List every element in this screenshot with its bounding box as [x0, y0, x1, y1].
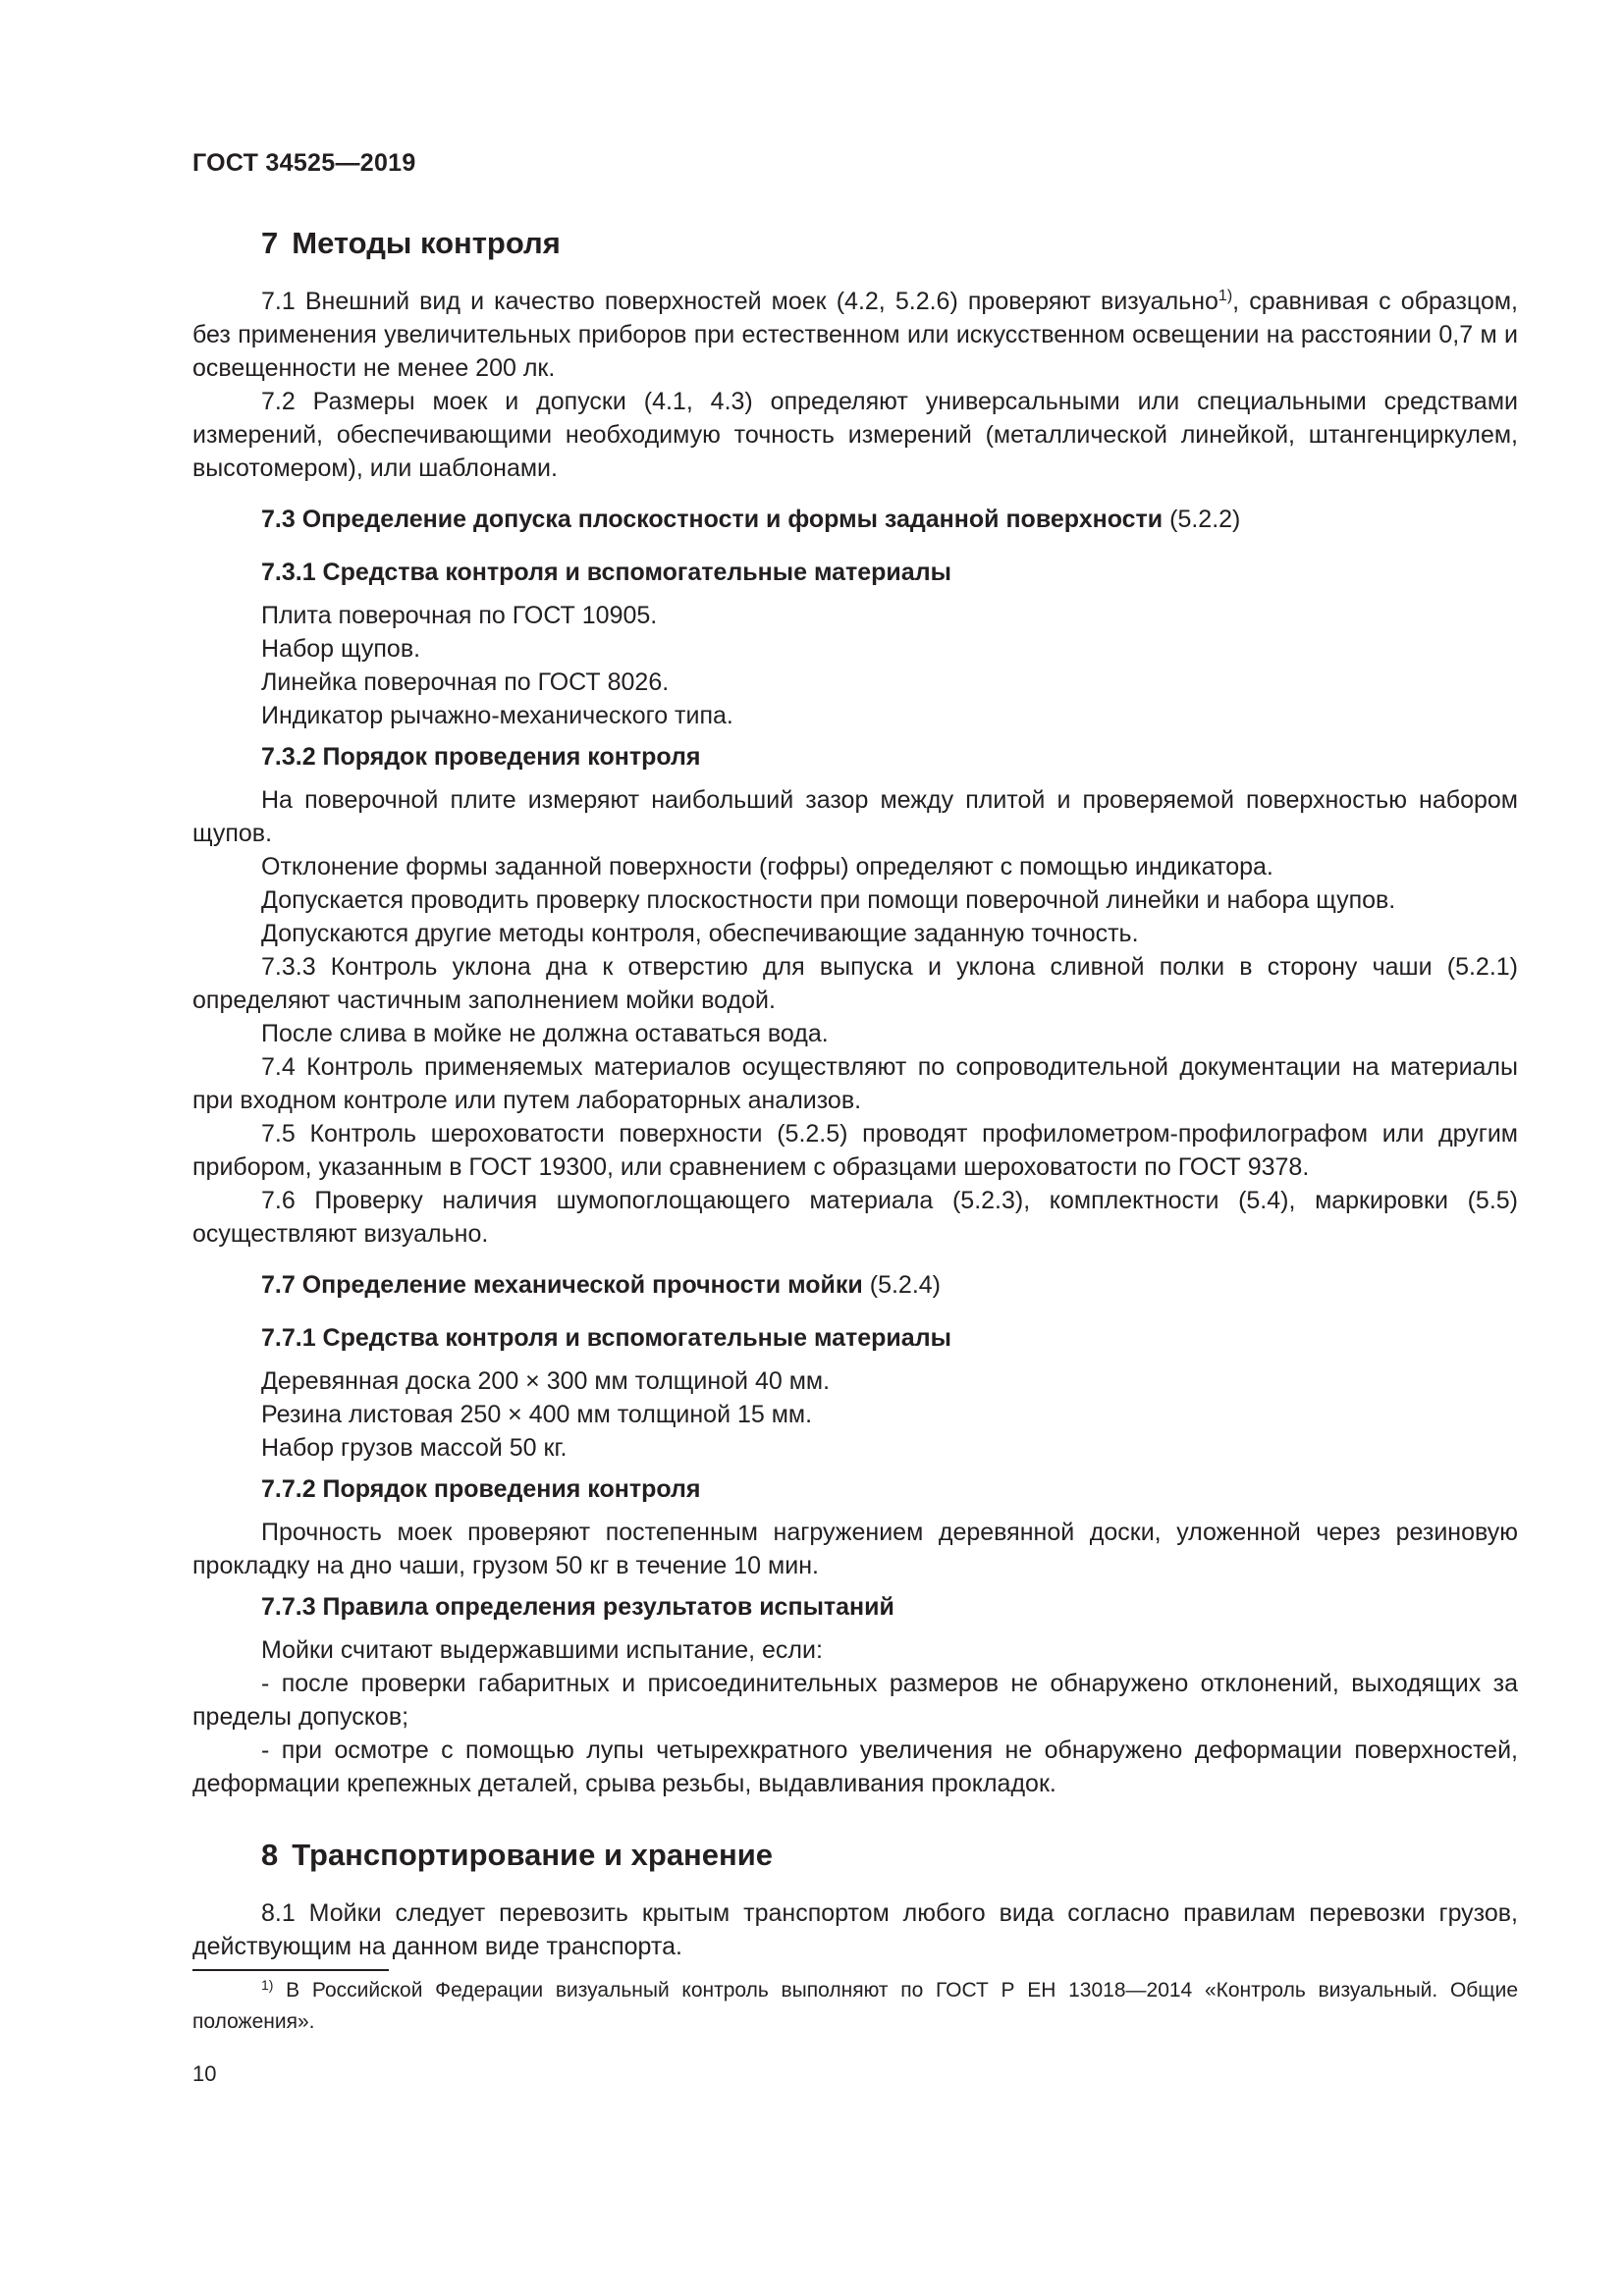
- heading-7-7-text: 7.7 Определение механической прочности мойки: [261, 1271, 863, 1299]
- paragraph-7-2: 7.2 Размеры моек и допуски (4.1, 4.3) определяют универсальными или специальными средствами измерений, обеспечивающими необходимую точность измерений (металлической линейкой, штангенциркулем, высотомером), или шаблонами.: [192, 388, 1518, 482]
- page-number: 10: [192, 2061, 217, 2086]
- section-8-title-text: Транспортирование и хранение: [292, 1838, 774, 1872]
- heading-7-7-3: [192, 1590, 1518, 1624]
- document-header: ГОСТ 34525—2019: [192, 149, 416, 177]
- heading-7-7: [192, 1268, 1518, 1302]
- paragraph-7-3-3: 7.3.3 Контроль уклона дна к отверстию для выпуска и уклона сливной полки в сторону чаши (5.2.1) определяют частичным заполнением мойки водой.: [192, 953, 1518, 1014]
- paragraph-8-1: 8.1 Мойки следует перевозить крытым транспортом любого вида согласно правилам перевозки грузов, действующим на данном виде транспорта.: [192, 1899, 1518, 1960]
- paragraph-7-1-text-cont: , сравнивая с образцом, без применения увеличительных приборов при естественном или искусственном освещении на расстоянии 0,7 м и освещенности не менее 200 лк.: [192, 288, 1518, 382]
- heading-7-3-2-text: 7.3.2 Порядок проведения контроля: [261, 743, 701, 771]
- heading-7-7-2: [192, 1472, 1518, 1506]
- paragraph-7-3-2-c: Допускается проводить проверку плоскостности при помощи поверочной линейки и набора щупов.: [261, 886, 1396, 914]
- paragraph-7-5: 7.5 Контроль шероховатости поверхности (5.2.5) проводят профилометром-профилографом или другим прибором, указанным в ГОСТ 19300, или сравнением с образцами шероховатости по ГОСТ 9378.: [192, 1120, 1518, 1181]
- section-7-number: 7: [261, 226, 279, 260]
- footnote-ref[interactable]: 1): [1218, 288, 1233, 304]
- heading-7-7-1: [192, 1321, 1518, 1355]
- heading-7-3-2: [192, 740, 1518, 774]
- heading-7-3-1: [192, 556, 1518, 589]
- paragraph-7-7-3-c: - при осмотре с помощью лупы четырехкратного увеличения не обнаружено деформации поверхностей, деформации крепежных деталей, срыва резьбы, выдавливания прокладок.: [192, 1736, 1518, 1797]
- footnote: [192, 1975, 1518, 2038]
- list-item: Линейка поверочная по ГОСТ 8026.: [261, 668, 670, 696]
- footnote-text: В Российской Федерации визуальный контроль выполняют по ГОСТ Р ЕН 13018—2014 «Контроль визуальный. Общие положения».: [192, 1979, 1518, 2033]
- heading-7-3-ref: (5.2.2): [1163, 506, 1241, 533]
- section-8-title: [261, 1836, 1518, 1875]
- list-item: Индикатор рычажно-механического типа.: [261, 702, 733, 729]
- paragraph-7-3-2-a: На поверочной плите измеряют наибольший зазор между плитой и проверяемой поверхностью набором щупов.: [192, 786, 1518, 847]
- section-7-title: [261, 224, 1518, 263]
- list-item: Набор грузов массой 50 кг.: [261, 1434, 568, 1462]
- paragraph-7-1-text: 7.1 Внешний вид и качество поверхностей моек (4.2, 5.2.6) проверяют визуально: [261, 288, 1218, 315]
- list-item: Плита поверочная по ГОСТ 10905.: [261, 602, 658, 629]
- heading-7-3-1-text: 7.3.1 Средства контроля и вспомогательные материалы: [261, 559, 951, 586]
- paragraph-7-6: 7.6 Проверку наличия шумопоглощающего материала (5.2.3), комплектности (5.4), маркировки (5.5) осуществляют визуально.: [192, 1187, 1518, 1248]
- paragraph-7-7-3-a: Мойки считают выдержавшими испытание, если:: [261, 1636, 823, 1664]
- paragraph-7-7-2: Прочность моек проверяют постепенным нагружением деревянной доски, уложенной через резиновую прокладку на дно чаши, грузом 50 кг в течение 10 мин.: [192, 1519, 1518, 1579]
- heading-7-7-ref: (5.2.4): [862, 1271, 941, 1299]
- list-item: Деревянная доска 200 × 300 мм толщиной 40 мм.: [261, 1367, 831, 1395]
- paragraph-7-4: 7.4 Контроль применяемых материалов осуществляют по сопроводительной документации на материалы при входном контроле или путем лабораторных анализов.: [192, 1053, 1518, 1114]
- paragraph-7-3-2-d: Допускаются другие методы контроля, обеспечивающие заданную точность.: [261, 920, 1139, 947]
- footnote-divider: [192, 1969, 389, 1971]
- paragraph-7-1: [192, 285, 1518, 385]
- list-item: Резина листовая 250 × 400 мм толщиной 15 мм.: [261, 1401, 813, 1428]
- list-item: Набор щупов.: [261, 635, 421, 663]
- section-7-title-text: Методы контроля: [292, 226, 561, 260]
- paragraph-7-7-3-b: - после проверки габаритных и присоединительных размеров не обнаружено отклонений, выходящих за пределы допусков;: [192, 1670, 1518, 1731]
- heading-7-7-2-text: 7.7.2 Порядок проведения контроля: [261, 1475, 701, 1503]
- paragraph-7-3-2-b: Отклонение формы заданной поверхности (гофры) определяют с помощью индикатора.: [261, 853, 1273, 881]
- heading-7-3: [192, 503, 1518, 536]
- heading-7-7-1-text: 7.7.1 Средства контроля и вспомогательные материалы: [261, 1324, 951, 1352]
- paragraph-7-3-3-b: После слива в мойке не должна оставаться вода.: [261, 1020, 829, 1047]
- section-8-number: 8: [261, 1838, 279, 1872]
- heading-7-3-text: 7.3 Определение допуска плоскостности и формы заданной поверхности: [261, 506, 1164, 533]
- page-content: [192, 224, 1518, 1963]
- heading-7-7-3-text: 7.7.3 Правила определения результатов испытаний: [261, 1593, 894, 1621]
- footnote-marker: 1): [261, 1977, 274, 1993]
